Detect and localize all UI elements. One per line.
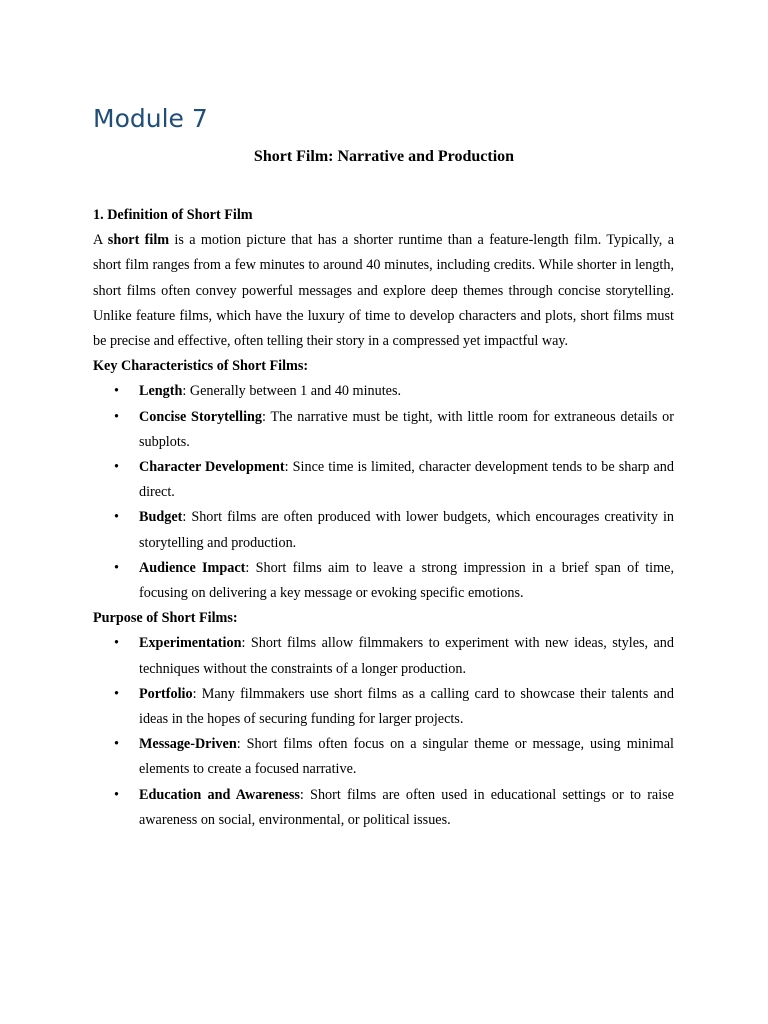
- section-heading-purpose: Purpose of Short Films:: [93, 610, 238, 627]
- list-item-desc: : Short films allow filmmakers to experiment with new ideas, styles, and techniques without the constraints of a longer production.: [139, 635, 674, 677]
- document-body: [93, 203, 674, 833]
- list-item-desc: : Since time is limited, character development tends to be sharp and direct.: [139, 459, 674, 501]
- list-item-desc: : Short films aim to leave a strong impression in a brief span of time, focusing on delivering a key message or evoking specific emotions.: [139, 559, 674, 602]
- purpose-list: [93, 631, 674, 833]
- section-heading-characteristics: Key Characteristics of Short Films:: [93, 358, 309, 375]
- list-item: [93, 682, 674, 732]
- list-item: [93, 556, 674, 606]
- list-item-desc: : Short films are often produced with lower budgets, which encourages creativity in storytelling and production.: [139, 509, 674, 551]
- list-item: [93, 732, 674, 782]
- list-item-desc: : Short films are often used in educational settings or to raise awareness on social, environmental, or political issues.: [139, 786, 674, 828]
- list-item-term: Concise Storytelling: [139, 408, 262, 425]
- list-item-desc: : Generally between 1 and 40 minutes.: [182, 383, 402, 400]
- list-item-term: Budget: [139, 509, 183, 526]
- list-item-term: Audience Impact: [139, 559, 246, 576]
- bullet-icon: •: [114, 635, 119, 652]
- list-item: [93, 631, 674, 681]
- document-subtitle: Short Film: Narrative and Production: [253, 148, 515, 165]
- list-item-term: Experimentation: [139, 635, 242, 652]
- list-item: [93, 505, 674, 555]
- bullet-icon: •: [114, 408, 119, 425]
- bullet-icon: •: [114, 509, 119, 526]
- intro-text: is a motion picture that has a shorter runtime than a feature-length film. Typically, a short film ranges from a few minutes to around 40 minutes, including credits. While shorter in length, short films often convey powerful messages and explore deep themes through concise storytelling. Unlike feature films, which have the luxury of time to develop characters and plots, short films must be precise and effective, often telling their story in a compressed yet impactful way.: [93, 232, 674, 350]
- intro-bold-term: short film: [107, 232, 170, 249]
- list-item-term: Length: [139, 383, 183, 400]
- intro-prefix: A: [93, 232, 108, 249]
- characteristics-list: [93, 379, 674, 606]
- list-item-term: Education and Awareness: [139, 786, 300, 803]
- bullet-icon: •: [114, 559, 119, 576]
- list-item-term: Character Development: [139, 459, 285, 476]
- list-item: [93, 379, 674, 404]
- list-item: [93, 405, 674, 455]
- bullet-icon: •: [114, 736, 119, 753]
- list-item-term: Message-Driven: [139, 736, 237, 753]
- list-item-desc: : The narrative must be tight, with little room for extraneous details or subplots.: [139, 408, 674, 450]
- module-title: Module 7: [93, 104, 208, 133]
- section-heading-definition: 1. Definition of Short Film: [93, 207, 253, 223]
- list-item-desc: : Many filmmakers use short films as a calling card to showcase their talents and ideas in the hopes of securing funding for larger projects.: [139, 685, 674, 728]
- list-item-term: Portfolio: [139, 685, 193, 702]
- bullet-icon: •: [114, 383, 119, 400]
- definition-paragraph: [93, 228, 674, 354]
- list-item: [93, 455, 674, 505]
- list-item: [93, 783, 674, 833]
- bullet-icon: •: [114, 685, 119, 702]
- list-item-desc: : Short films often focus on a singular theme or message, using minimal elements to create a focused narrative.: [139, 736, 674, 778]
- bullet-icon: •: [114, 459, 119, 476]
- bullet-icon: •: [114, 786, 119, 803]
